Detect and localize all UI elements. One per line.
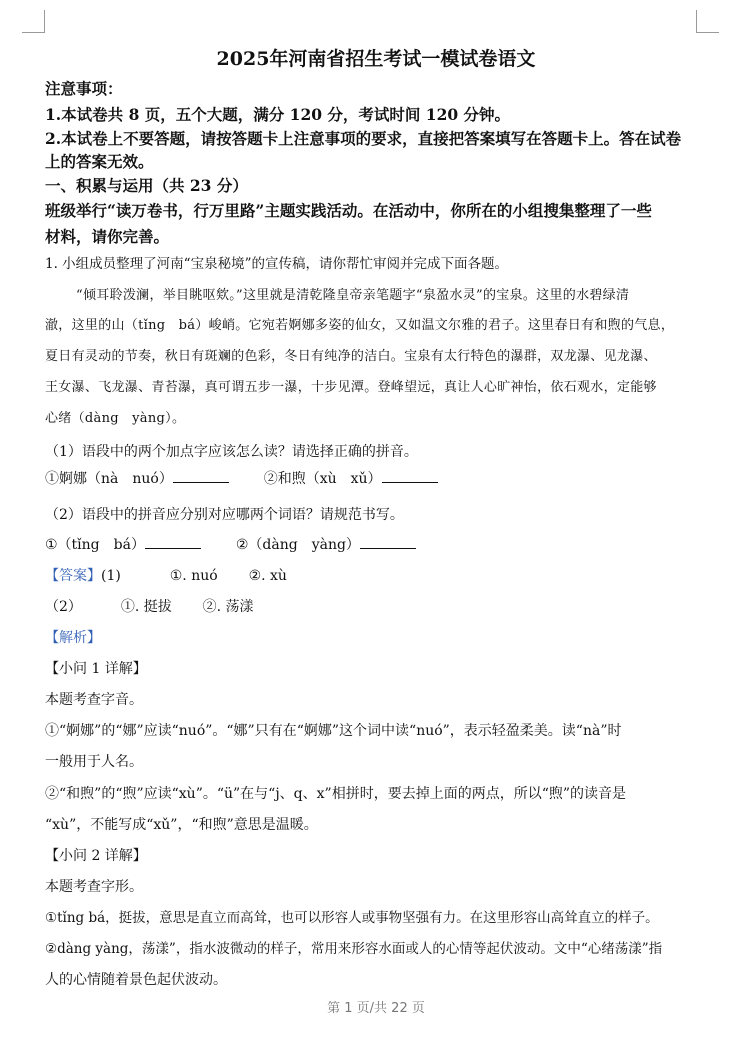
analysis-text: ②dàng yàng，荡漾”，指水波微动的样子，常用来形容水面或人的心情等起伏波动。文中“心绪荡漾”指 xyxy=(45,941,663,957)
passage-line: 夏日有灵动的节奏，秋日有斑斓的色彩，冬日有纯净的洁白。宝泉有太行特色的瀑群，双龙瀑、见龙瀑、 xyxy=(45,349,657,364)
option-b: ②和煦（xù xǔ） xyxy=(263,471,382,487)
notice-heading: 注意事项： xyxy=(45,79,123,98)
page-footer: 第 1 页/共 22 页 xyxy=(327,1001,425,1016)
option-a: ①婀娜（nà nuó） xyxy=(45,471,173,487)
passage-line: 王女瀑、飞龙瀑、青苔瀑，真可谓五步一瀑，十步见潭。登峰望远，真让人心旷神怡，依石观水，定能够 xyxy=(45,380,657,395)
answer-value: ②. xù xyxy=(248,568,287,584)
analysis-text: ①“婀娜”的“娜”应读“nuó”。“娜”只有在“婀娜”这个词中读“nuó”，表示轻盈柔美。读“nà”时 xyxy=(45,723,622,739)
answer-tag: 【答案】 xyxy=(45,568,101,584)
analysis-tag: 【解析】 xyxy=(45,630,101,646)
answer-blank xyxy=(173,470,229,483)
option-b: ②（dàng yàng） xyxy=(235,537,360,553)
question-stem: 1. 小组成员整理了河南“宝泉秘境”的宣传稿，请你帮忙审阅并完成下面各题。 xyxy=(45,256,508,272)
answer-blank xyxy=(382,470,438,483)
analysis-text: 一般用于人名。 xyxy=(45,754,143,770)
answer-line-1 xyxy=(45,567,287,585)
notice-item-2-cont: 上的答案无效。 xyxy=(45,152,154,171)
section-intro-cont: 材料，请你完善。 xyxy=(45,227,170,246)
notice-item-2: 2.本试卷上不要答题，请按答题卡上注意事项的要求，直接把答案填写在答题卡上。答在试卷 xyxy=(45,129,682,148)
answer-value: ①. 挺拔 xyxy=(120,599,172,615)
subquestion-2: （2）语段中的拼音应分别对应哪两个词语？请规范书写。 xyxy=(45,507,404,523)
answer-value: ①. nuó xyxy=(169,568,218,584)
analysis-subhead-1: 【小问 1 详解】 xyxy=(45,661,147,677)
analysis-text: 本题考查字音。 xyxy=(45,692,143,708)
analysis-text: ①tǐng bá，挺拔，意思是直立而高耸，也可以形容人或事物坚强有力。在这里形容山高耸直立的样子。 xyxy=(45,910,659,926)
answer-blank xyxy=(145,536,201,549)
passage-line: 心绪（dàng yàng）。 xyxy=(45,411,186,426)
answer-label: (1) xyxy=(101,568,121,584)
answer-label: （2） xyxy=(45,599,82,615)
passage-line: “倾耳聆泼澜，举目眺呕欸。”这里就是清乾隆皇帝亲笔题字“泉盈水灵”的宝泉。这里的水碧绿清 xyxy=(76,288,630,303)
notice-item-1: 1.本试卷共 8 页，五个大题，满分 120 分，考试时间 120 分钟。 xyxy=(45,105,511,124)
section-heading: 一、积累与运用（共 23 分） xyxy=(45,176,248,195)
passage-line: 澈，这里的山（tǐng bá）峻峭。它宛若婀娜多姿的仙女，又如温文尔雅的君子。这里春日有和煦的气息， xyxy=(45,318,675,333)
page-title: 2025年河南省招生考试一模试卷语文 xyxy=(216,48,536,70)
subquestion-1: （1）语段中的两个加点字应该怎么读？请选择正确的拼音。 xyxy=(45,444,418,460)
analysis-text: 人的心情随着景色起伏波动。 xyxy=(45,972,227,988)
analysis-text: ②“和煦”的“煦”应读“xù”。“ü”在与“j、q、x”相拼时，要去掉上面的两点，所以“煦”的读音是 xyxy=(45,786,627,802)
analysis-text: “xù”，不能写成“xǔ”，“和煦”意思是温暖。 xyxy=(45,817,318,833)
answer-line-2 xyxy=(45,598,254,616)
page-corner-mark-top-left xyxy=(22,10,45,33)
section-intro: 班级举行“读万卷书，行万里路”主题实践活动。在活动中，你所在的小组搜集整理了一些 xyxy=(45,201,652,220)
answer-blank xyxy=(360,536,416,549)
answer-value: ②. 荡漾 xyxy=(202,599,254,615)
analysis-text: 本题考查字形。 xyxy=(45,879,143,895)
subquestion-1-options xyxy=(45,470,438,488)
page-corner-mark-top-right xyxy=(696,10,719,33)
option-a: ①（tǐng bá） xyxy=(45,537,145,553)
analysis-subhead-2: 【小问 2 详解】 xyxy=(45,848,147,864)
subquestion-2-options xyxy=(45,536,416,554)
